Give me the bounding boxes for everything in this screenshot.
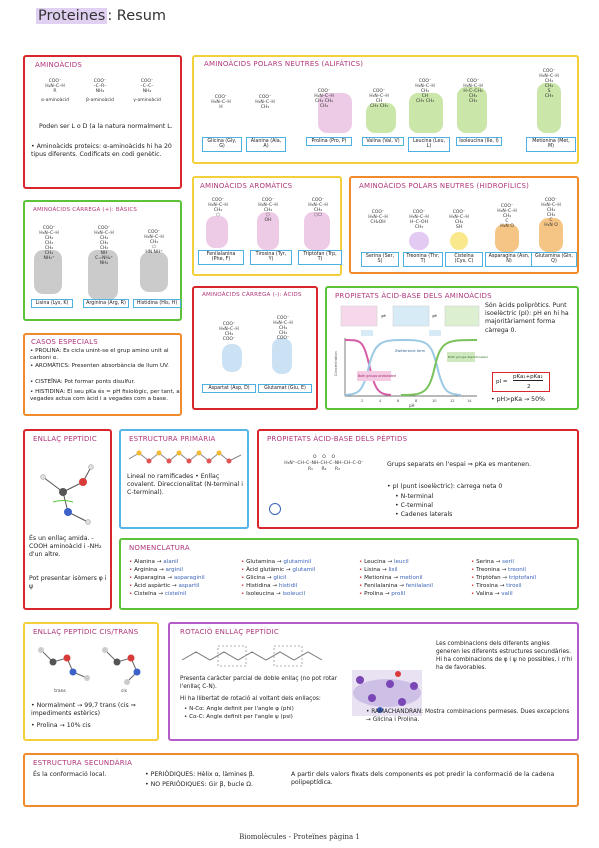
nomenclature-col-3 — [359, 558, 433, 598]
aliphatic-box — [192, 55, 579, 164]
nom-item: • Treonina → treonil — [471, 567, 526, 574]
secondary-nonperiodic: • NO PERIÒDIQUES: Gir β, bucle Ω. — [145, 781, 253, 788]
special-cases-title: CASOS ESPECIALS — [31, 338, 98, 346]
proline-structure: COO⁻ H₂N–C–H CH₂ CH₂ CH₂ — [314, 89, 334, 109]
glutamate-structure: COO⁻ H₃N–C–H CH₂ CH₂ COO⁻ — [273, 316, 293, 341]
special-case-proline: • PROLINA: Es cicla unint-se el grup amino unit al carboni α. — [30, 348, 169, 362]
leucine-label: Leucina (Leu, L) — [408, 137, 450, 152]
rotation-box — [168, 622, 579, 741]
x-tick-2: 2 — [361, 399, 364, 403]
pi-formula-den: 2 — [527, 384, 531, 390]
nom-item: • Cisteïna → cisteïnil — [129, 591, 187, 598]
pi-formula — [492, 372, 550, 392]
peptide-c-terminal: • C-terminal — [395, 502, 434, 509]
acidic-box — [192, 286, 318, 410]
cis-trans-text1: • Normalment → 99,7 trans (cis ⇒ impediments estèrics) — [31, 702, 136, 718]
y-axis-label: Concentration — [334, 351, 338, 376]
arginine-label: Arginina (Arg, R) — [83, 299, 129, 308]
titration-chart — [331, 304, 488, 408]
nom-item: • Leucina → leucil — [359, 559, 409, 565]
serine-label: Serina (Ser, S) — [361, 252, 399, 267]
nom-item: • Metionina → metionil — [359, 575, 423, 582]
aliphatic-title: AMINOÀCIDS POLARS NEUTRES (ALIFÀTICS) — [204, 60, 364, 68]
atom-n — [64, 508, 72, 516]
arginine-structure: COO⁻ H₃N–C–H CH₂ CH₂ CH₂ NH C=NH₂⁺ NH₂ — [94, 226, 114, 266]
x-tick-6: 6 — [397, 399, 400, 403]
glutamine-structure: COO⁻ H₃N–C–H CH₂ CH₂ C H₂N O — [541, 198, 561, 228]
glutamate-highlight — [272, 338, 292, 374]
glycine-label: Glicina (Gly, G) — [202, 137, 242, 152]
nomenclature-title: NOMENCLATURA — [129, 544, 190, 552]
nom-item: • Tirosina → tirosil — [471, 583, 522, 590]
nom-item: • Serina → seril — [471, 559, 514, 565]
cysteine-structure: COO⁻ H₃N–C–H CH₂ SH — [449, 210, 469, 230]
glutamate-label: Glutamat (Glu, E) — [258, 384, 312, 393]
nom-item: • Glutamina → glutaminil — [241, 559, 312, 565]
rotation-title: ROTACIÓ ENLLAÇ PEPTÍDIC — [180, 628, 280, 636]
deprotonated-panel — [445, 306, 479, 326]
deprotonated-label: Both groups deprotonated — [448, 355, 488, 359]
threonine-label: Treonina (Thr, T) — [403, 252, 443, 267]
nom-item: • Glicina → glicil — [241, 575, 287, 582]
nomenclature-box — [119, 538, 579, 610]
asparagine-label: Asparagina (Asn, N) — [485, 252, 533, 267]
peptide-bond-title: ENLLAÇ PEPTÍDIC — [33, 435, 97, 443]
nom-item: • Àcid aspàrtic → aspartil — [129, 583, 200, 590]
rotation-text2: Hi ha llibertat de rotació al voltant dels enllaços: — [180, 696, 321, 702]
alpha-structure: COO⁻ H₂N–C–H R — [45, 79, 65, 94]
phenylalanine-highlight — [206, 216, 228, 248]
rotation-phi: • N-Cα: Angle definit per l'angle φ (phi) — [184, 706, 294, 712]
special-case-cysteine: • CISTEÏNA: Pot formar ponts disulfur. — [30, 379, 136, 385]
primary-structure-title: ESTRUCTURA PRIMÀRIA — [129, 435, 216, 443]
nom-item: • Isoleucina → isoleucil — [241, 591, 306, 598]
aspartate-structure: COO⁻ H₃N–C–H CH₂ COO⁻ — [219, 322, 239, 342]
alpha-label: α-aminoàcid — [41, 98, 69, 103]
alanine-structure: COO⁻ H₃N–C–H CH₃ — [255, 95, 275, 110]
valine-label: Valina (Val, V) — [362, 137, 404, 146]
aminoacids-title: AMINOÀCIDS — [35, 61, 82, 69]
cysteine-highlight — [450, 232, 468, 250]
nomenclature-col-1 — [129, 558, 205, 598]
acidic-title: AMINOÀCIDS CÀRREGA (-): ÀCIDS — [202, 292, 302, 298]
histidine-label: Histidina (His, H) — [133, 299, 181, 308]
nom-item: • Histidina → histidil — [241, 583, 298, 590]
page-title-rest: : Resum — [107, 8, 167, 24]
page-footer: Biomolècules - Proteïnes pàgina 1 — [239, 833, 360, 841]
cis-trans-text2: • Prolina → 10% cis — [31, 722, 91, 729]
valine-structure: COO⁻ H₃N–C–H CH CH₃ CH₃ — [369, 89, 389, 109]
peptide-bond-box — [23, 429, 112, 610]
hydrophilic-box — [349, 176, 579, 274]
x-axis-label: pH — [409, 403, 415, 408]
aromatic-box — [192, 176, 342, 276]
cis-trans-title: ENLLAÇ PEPTÍDIC CIS/TRANS — [33, 628, 139, 636]
nom-item: • Àcid glutàmic → glutamil — [241, 567, 316, 574]
x-tick-8: 8 — [415, 399, 418, 403]
zwitterion-label: Zwitterionic form — [395, 349, 426, 353]
nom-item: • Valina → valil — [471, 591, 513, 598]
x-tick-4: 4 — [379, 399, 382, 403]
special-case-aromatic: • AROMÀTICS: Presenten absorbància de llum UV. — [30, 363, 169, 369]
isoleucine-label: Isoleucina (Ile, I) — [456, 137, 502, 146]
nom-item: • Lisina → lisil — [359, 567, 398, 574]
pka1-tag — [361, 330, 373, 336]
nom-item: • Fenilalanina → fenilalanil — [359, 583, 433, 590]
alanine-label: Alanina (Ala, A) — [246, 137, 286, 152]
rotation-psi: • Cα-C: Angle definit per l'angle ψ (psi) — [184, 714, 293, 720]
gamma-structure: COO⁻ –C–C– NH₂ — [140, 79, 154, 94]
acid-base-title: PROPIETATS ÀCID-BASE DELS AMINOÀCIDS — [335, 292, 492, 300]
atom-h1 — [41, 475, 46, 480]
chain-image — [127, 447, 245, 469]
cis-trans-image — [31, 640, 155, 688]
aromatic-title: AMINOÀCIDS AROMÀTICS — [200, 182, 293, 190]
peptide-side-chains: • Cadenes laterals — [395, 511, 453, 518]
methionine-structure: COO⁻ H₃N–C–H CH₂ CH₂ S CH₃ — [539, 69, 559, 99]
peptide-n-terminal: • N-terminal — [395, 493, 434, 500]
serine-structure: COO⁻ H₃N–C–H CH₂OH — [368, 210, 388, 225]
cis-trans-box — [23, 622, 159, 741]
acid-base-text: Són àcids polipròtics. Punt isoelèctric (pI): pH en hi ha majoritàriament forma càrrega 0. — [485, 302, 569, 334]
lysine-label: Lisina (Lys, K) — [31, 299, 73, 308]
proline-label: Prolina (Pro, P) — [306, 137, 352, 146]
basic-title: AMINOÀCIDS CÀRREGA (+): BÀSICS — [33, 207, 138, 213]
peptide-bond-image — [33, 447, 103, 537]
secondary-text2: A partir dels valors fixats dels components es pot predir la conformació de la cadena polipeptídica. — [291, 771, 555, 787]
peptide-bond-text: És un enllaç amida. -COOH aminoàcid i -NH₂ d'un altre. — [29, 535, 102, 559]
x-tick-12: 12 — [450, 399, 455, 403]
peptide-structure: O O O H₃N⁺–CH–C–NH–CH–C–NH–CH–C–O⁻ R₁ R₂ R₃ — [284, 455, 364, 472]
nom-item: • Alanina → alanil — [129, 559, 179, 565]
peptide-bond-isomers: Pot presentar isòmers φ i ψ — [29, 575, 107, 591]
beta-structure: COO⁻ –C–R– NH₂ — [93, 79, 107, 94]
secondary-structure-box — [23, 753, 579, 807]
pi-formula-left: pI = — [496, 379, 508, 385]
secondary-text1: És la conformació local. — [33, 771, 107, 778]
pka2-tag — [429, 330, 441, 336]
secondary-structure-title: ESTRUCTURA SECUNDÀRIA — [33, 759, 133, 767]
rotation-text1: Presenta caràcter parcial de doble enllaç (no pot rotar l'enllaç C-N). — [180, 676, 338, 690]
phenylalanine-structure: COO⁻ H₃N–C–H CH₂ ⬡ — [208, 198, 228, 218]
tyrosine-label: Tirosina (Tyr, Y) — [250, 250, 292, 265]
secondary-periodic: • PERIÒDIQUES: Hèlix α, làmines β. — [145, 771, 255, 778]
gamma-label: γ-aminoàcid — [133, 98, 161, 103]
nom-item: • Prolina → prolil — [359, 591, 406, 598]
x-tick-14: 14 — [467, 399, 472, 403]
peptide-text2: • pI (punt isoelèctric): càrrega neta 0 — [387, 483, 503, 490]
histidine-structure: COO⁻ H₃N–C–H CH₂ ⬠ HN NH⁺ — [144, 230, 164, 255]
aminoacids-box — [23, 55, 182, 189]
tryptophan-structure: COO⁻ H₃N–C–H CH₂ ⬡⬠ — [308, 198, 328, 218]
threonine-structure: COO⁻ H₃N–C–H H–C–OH CH₃ — [409, 210, 429, 230]
panel-arrow-1: ⇌ — [381, 313, 387, 320]
nom-item: • Arginina → arginil — [129, 567, 183, 574]
aspartate-highlight — [222, 344, 242, 372]
asparagine-structure: COO⁻ H₃N–C–H CH₂ C H₂N O — [497, 204, 517, 229]
pi-formula-num: pKa₁+pKa₂ — [513, 374, 543, 380]
atom-h2 — [86, 520, 91, 525]
atom-h3 — [89, 465, 94, 470]
panel-arrow-2: ⇌ — [432, 313, 438, 320]
peptide-acid-base-box — [257, 429, 579, 529]
n-terminal-circle — [269, 503, 281, 515]
rotation-right1: Les combinacions dels diferents angles generen les diferents estructures secundàries. Hi ha combinacions de φ i ψ no possibles, i n'hi ha de favorables. — [436, 641, 573, 671]
atom-o — [79, 478, 87, 486]
glycine-structure: COO⁻ H₃N–C–H H — [211, 95, 231, 110]
acid-base-note: • pH>pKa → 50% — [491, 396, 545, 403]
x-tick-10: 10 — [432, 399, 437, 403]
nom-item: • Triptòfan → triptofanil — [471, 575, 537, 582]
zwitterion-panel — [393, 306, 429, 326]
peptide-acid-base-title: PROPIETATS ÀCID-BASE DELS PÈPTIDS — [267, 435, 408, 443]
isoleucine-structure: COO⁻ H₃N–C–H H–C–CH₃ CH₂ CH₃ — [463, 79, 483, 104]
atom-c — [59, 488, 67, 496]
tryptophan-label: Triptòfan (Trp, T) — [298, 250, 342, 265]
special-case-histidine: • HISTIDINA: El seu pKa és ≈ pH fisiològic, per tant, a vegades actua com àcid i a vegades com a base. — [30, 389, 180, 403]
primary-structure-text: Lineal no ramificades • Enllaç covalent. Direccionalitat (N-terminal i C-terminal). — [127, 473, 244, 497]
basic-box — [23, 200, 182, 321]
glutamine-label: Glutamina (Gln, Q) — [531, 252, 577, 267]
page-title-highlight: Proteines — [38, 8, 106, 24]
tyrosine-structure: COO⁻ H₃N–C–H CH₂ ⬡ OH — [258, 198, 278, 223]
nomenclature-col-4 — [471, 558, 536, 598]
cis-label: cis — [120, 689, 128, 694]
special-cases-box — [23, 333, 182, 416]
page-title — [36, 8, 166, 24]
aminoacids-text2: • Aminoàcids proteics: α-aminoàcids hi ha 20 tipus diferents. Codificats en codi genètic. — [31, 143, 172, 159]
protonated-panel — [341, 306, 377, 326]
rotation-right2: • RAMACHANDRAN: Mostra combinacions permeses. Dues excepcions → Glicina i Prolina. — [366, 709, 570, 723]
beta-label: β-aminoàcid — [86, 98, 114, 103]
leucine-structure: COO⁻ H₃N–C–H CH₂ CH CH₃ CH₃ — [415, 79, 435, 104]
hydrophilic-title: AMINOÀCIDS POLARS NEUTRES (HIDROFÍLICS) — [359, 182, 530, 190]
histidine-highlight — [140, 252, 168, 292]
rotation-chain-image — [178, 642, 328, 672]
trans-label: trans — [54, 689, 66, 694]
protonated-label: Both groups protonated — [358, 374, 396, 378]
lysine-structure: COO⁻ H₃N–C–H CH₂ CH₂ CH₂ CH₂ NH₃⁺ — [39, 226, 59, 261]
cysteine-label: Cisteïna (Cys, C) — [445, 252, 483, 267]
threonine-highlight — [409, 232, 429, 250]
primary-structure-box — [119, 429, 249, 529]
nom-item: • Asparagina → asparaginil — [129, 575, 205, 582]
peptide-text1: Grups separats en l'espai ⇒ pKa es mantenen. — [387, 461, 532, 468]
aspartate-label: Aspartat (Asp, D) — [202, 384, 256, 393]
methionine-label: Metionina (Met, M) — [526, 137, 576, 152]
nomenclature-col-2 — [241, 558, 315, 598]
acid-base-box — [325, 286, 579, 410]
phenylalanine-label: Fenilalanina (Phe, F) — [198, 250, 244, 265]
aminoacids-text1: Poden ser L o D (a la natura normalment L. — [39, 123, 173, 130]
